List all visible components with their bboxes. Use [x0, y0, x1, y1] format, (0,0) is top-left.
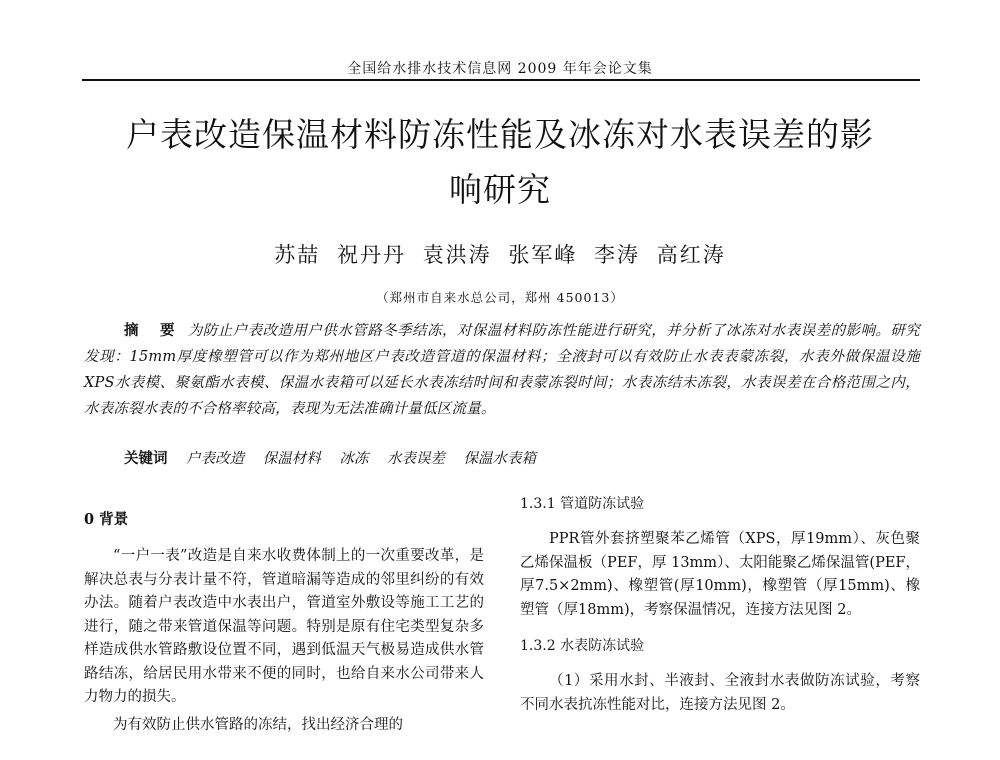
abstract-label: 摘 要 — [124, 322, 183, 339]
body-paragraph: （1）采用水封、半液封、全液封水表做防冻试验，考察不同水表抗冻性能对比，连接方法见图 2。 — [520, 673, 920, 713]
keyword: 水表误差 — [386, 451, 445, 467]
subsection-heading-meter-test: 1.3.2 水表防冻试验 — [520, 638, 645, 654]
author: 高红涛 — [656, 243, 726, 267]
abstract-text: 为防止户表改造用户供水管路冬季结冻，对保温材料防冻性能进行研究，并分析了冰冻对水表误差的影响。研究发现：15mm厚度橡塑管可以作为郑州地区户表改造管道的保温材料；全液封可以有效防止水表表蒙冻裂，水表外做保温设施XPS水表模、聚氨酯水表模、保温水表箱可以延长水表冻结时间和表蒙冻裂时间；水表冻结未冻裂，水表误差在合格范围之内，水表冻裂水表的不合格率较高，表现为无法准确计量低区流量。 — [84, 323, 920, 417]
author: 祝丹丹 — [336, 243, 406, 267]
paper-title-line-2: 响研究 — [449, 170, 551, 209]
keyword: 保温水表箱 — [463, 451, 537, 467]
keyword: 户表改造 — [186, 451, 245, 467]
keyword: 冰冻 — [339, 451, 369, 467]
author: 苏喆 — [274, 243, 321, 267]
affiliation: （郑州市自来水总公司，郑州 450013） — [376, 290, 624, 305]
author: 张军峰 — [508, 243, 578, 267]
body-paragraph: PPR管外套挤塑聚苯乙烯管（XPS，厚19mm）、灰色聚乙烯保温板（PEF，厚 13mm）、太阳能聚乙烯保温管(PEF，厚7.5×2mm)、橡塑管(厚10mm)，橡塑管（厚15mm)、橡塑管（厚18mm)，考察保温情况，连接方法见图 2。 — [520, 531, 920, 618]
abstract — [84, 318, 920, 422]
header-rule — [82, 79, 920, 81]
section-heading-background: 0 背景 — [84, 511, 129, 528]
body-paragraph: “一户一表”改造是自来水收费体制上的一次重要改革，是解决总表与分表计量不符，管道暗漏等造成的邻里纠纷的有效办法。随着户表改造中水表出户，管道室外敷设等施工工艺的进行，随之带来管道保温等问题。特别是原有住宅类型复杂多样造成供水管路敷设位置不同，遇到低温天气极易造成供水管路结冻，给居民用水带来不便的同时，也给自来水公司带来人力物力的损失。 — [84, 548, 484, 705]
keyword: 保温材料 — [262, 451, 321, 467]
author-list — [0, 239, 1000, 269]
subsection-heading-pipe-test: 1.3.1 管道防冻试验 — [520, 496, 645, 512]
author: 李涛 — [594, 243, 641, 267]
keywords — [124, 447, 904, 468]
left-column — [84, 505, 484, 737]
running-header: 全国给水排水技术信息网 2009 年年会论文集 — [347, 61, 653, 77]
paper-title-line-1: 户表改造保温材料防冻性能及冰冻对水表误差的影 — [126, 115, 874, 154]
body-paragraph: 为有效防止供水管路的冻结，找出经济合理的 — [113, 716, 403, 733]
right-column — [520, 492, 920, 717]
author: 袁洪涛 — [422, 243, 492, 267]
keywords-label: 关键词 — [124, 450, 168, 467]
